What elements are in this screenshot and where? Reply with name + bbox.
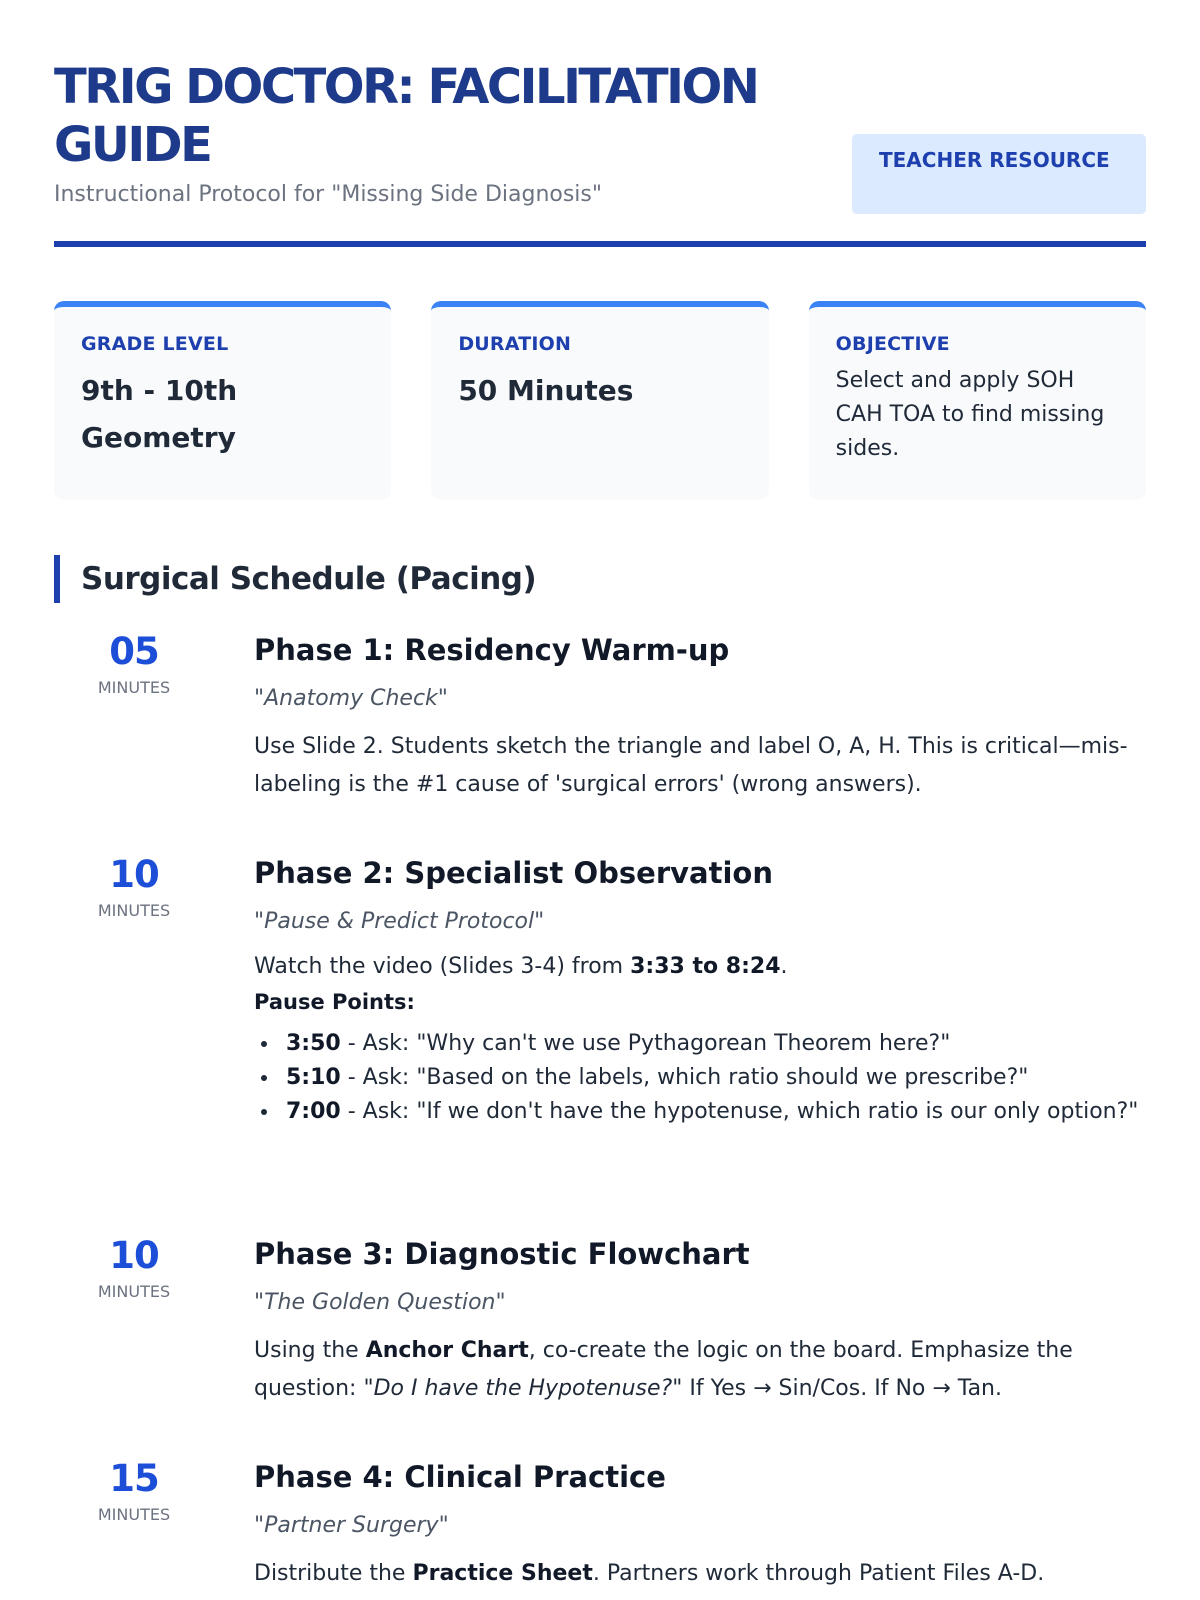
time-minutes: 10 [109, 853, 159, 896]
phase-content [254, 1234, 1146, 1408]
phase-title: Phase 1: Residency Warm-up [254, 633, 730, 667]
phase-body: Use Slide 2. Students sketch the triangle and label O, A, H. This is critical—mis-labeling is the #1 cause of 'surgical errors' (wrong answers). [254, 734, 1128, 797]
time-unit: MINUTES [97, 901, 171, 920]
card-value: 9th - 10th Geometry [81, 374, 238, 454]
time-minutes: 10 [109, 1234, 159, 1277]
phase-quote: "The Golden Question" [254, 1290, 506, 1315]
card-text: Select and apply SOH CAH TOA to find missing sides. [835, 368, 1105, 461]
golden-question: "Do I have the Hypotenuse?" [363, 1376, 683, 1401]
time-box [54, 1234, 214, 1301]
duration-card [431, 301, 768, 500]
body-text: Using the [254, 1338, 366, 1363]
time-unit: MINUTES [97, 1505, 171, 1524]
header [54, 0, 1146, 207]
pause-time: 5:10 [286, 1065, 341, 1090]
phase-content [254, 1457, 1146, 1593]
card-value: 50 Minutes [458, 374, 634, 407]
time-box [54, 630, 214, 697]
list-item [280, 1027, 1146, 1061]
body-text: Watch the video (Slides 3-4) from [254, 954, 631, 979]
pause-points-label: Pause Points: [254, 990, 415, 1014]
video-range: 3:33 to 8:24 [630, 954, 781, 979]
anchor-chart-ref: Anchor Chart [365, 1338, 529, 1363]
pause-time: 3:50 [286, 1031, 341, 1056]
time-box [54, 1457, 214, 1524]
pause-text: - Ask: "If we don't have the hypotenuse, which ratio is our only option?" [340, 1099, 1139, 1124]
body-text: If Yes → Sin/Cos. If No → Tan. [682, 1376, 1002, 1401]
time-minutes: 05 [109, 630, 159, 673]
body-text: . [780, 954, 788, 979]
pause-points-list [254, 1027, 1146, 1129]
phase-body [254, 1555, 1146, 1593]
phase-quote: "Partner Surgery" [254, 1513, 449, 1538]
list-item [280, 1061, 1146, 1095]
card-label: GRADE LEVEL [81, 333, 229, 355]
pause-text: - Ask: "Why can't we use Pythagorean Theorem here?" [340, 1031, 951, 1056]
phase-title: Phase 4: Clinical Practice [254, 1460, 666, 1494]
phase-quote: "Anatomy Check" [254, 686, 448, 711]
page-title: TRIG DOCTOR: FACILITATION GUIDE [54, 59, 758, 173]
body-text: , co-create the logic on the board. Emphasize the question: [254, 1338, 1073, 1401]
body-text: . Partners work through Patient Files A-D. [592, 1561, 1045, 1586]
pause-time: 7:00 [286, 1099, 341, 1124]
grade-level-card [54, 301, 391, 500]
header-divider [54, 241, 1146, 247]
pause-text: - Ask: "Based on the labels, which ratio should we prescribe?" [340, 1065, 1029, 1090]
phase-quote: "Pause & Predict Protocol" [254, 909, 545, 934]
teacher-resource-badge: TEACHER RESOURCE [852, 134, 1146, 214]
phase-body [254, 1332, 1146, 1408]
phase-content [254, 853, 1146, 1129]
list-item [280, 1095, 1146, 1129]
info-cards [54, 301, 1146, 500]
phase-content [254, 630, 1146, 804]
objective-card [809, 301, 1146, 500]
practice-sheet-ref: Practice Sheet [412, 1561, 593, 1586]
phase-title: Phase 2: Specialist Observation [254, 856, 773, 890]
time-unit: MINUTES [97, 1282, 171, 1301]
section-heading: Surgical Schedule (Pacing) [54, 555, 536, 603]
page-subtitle: Instructional Protocol for "Missing Side Diagnosis" [54, 182, 603, 207]
card-label: OBJECTIVE [835, 333, 950, 355]
card-label: DURATION [458, 333, 572, 355]
body-text: Distribute the [254, 1561, 413, 1586]
time-box [54, 853, 214, 920]
time-minutes: 15 [109, 1457, 159, 1500]
phase-title: Phase 3: Diagnostic Flowchart [254, 1237, 750, 1271]
phase-body [254, 949, 1146, 985]
time-unit: MINUTES [97, 678, 171, 697]
